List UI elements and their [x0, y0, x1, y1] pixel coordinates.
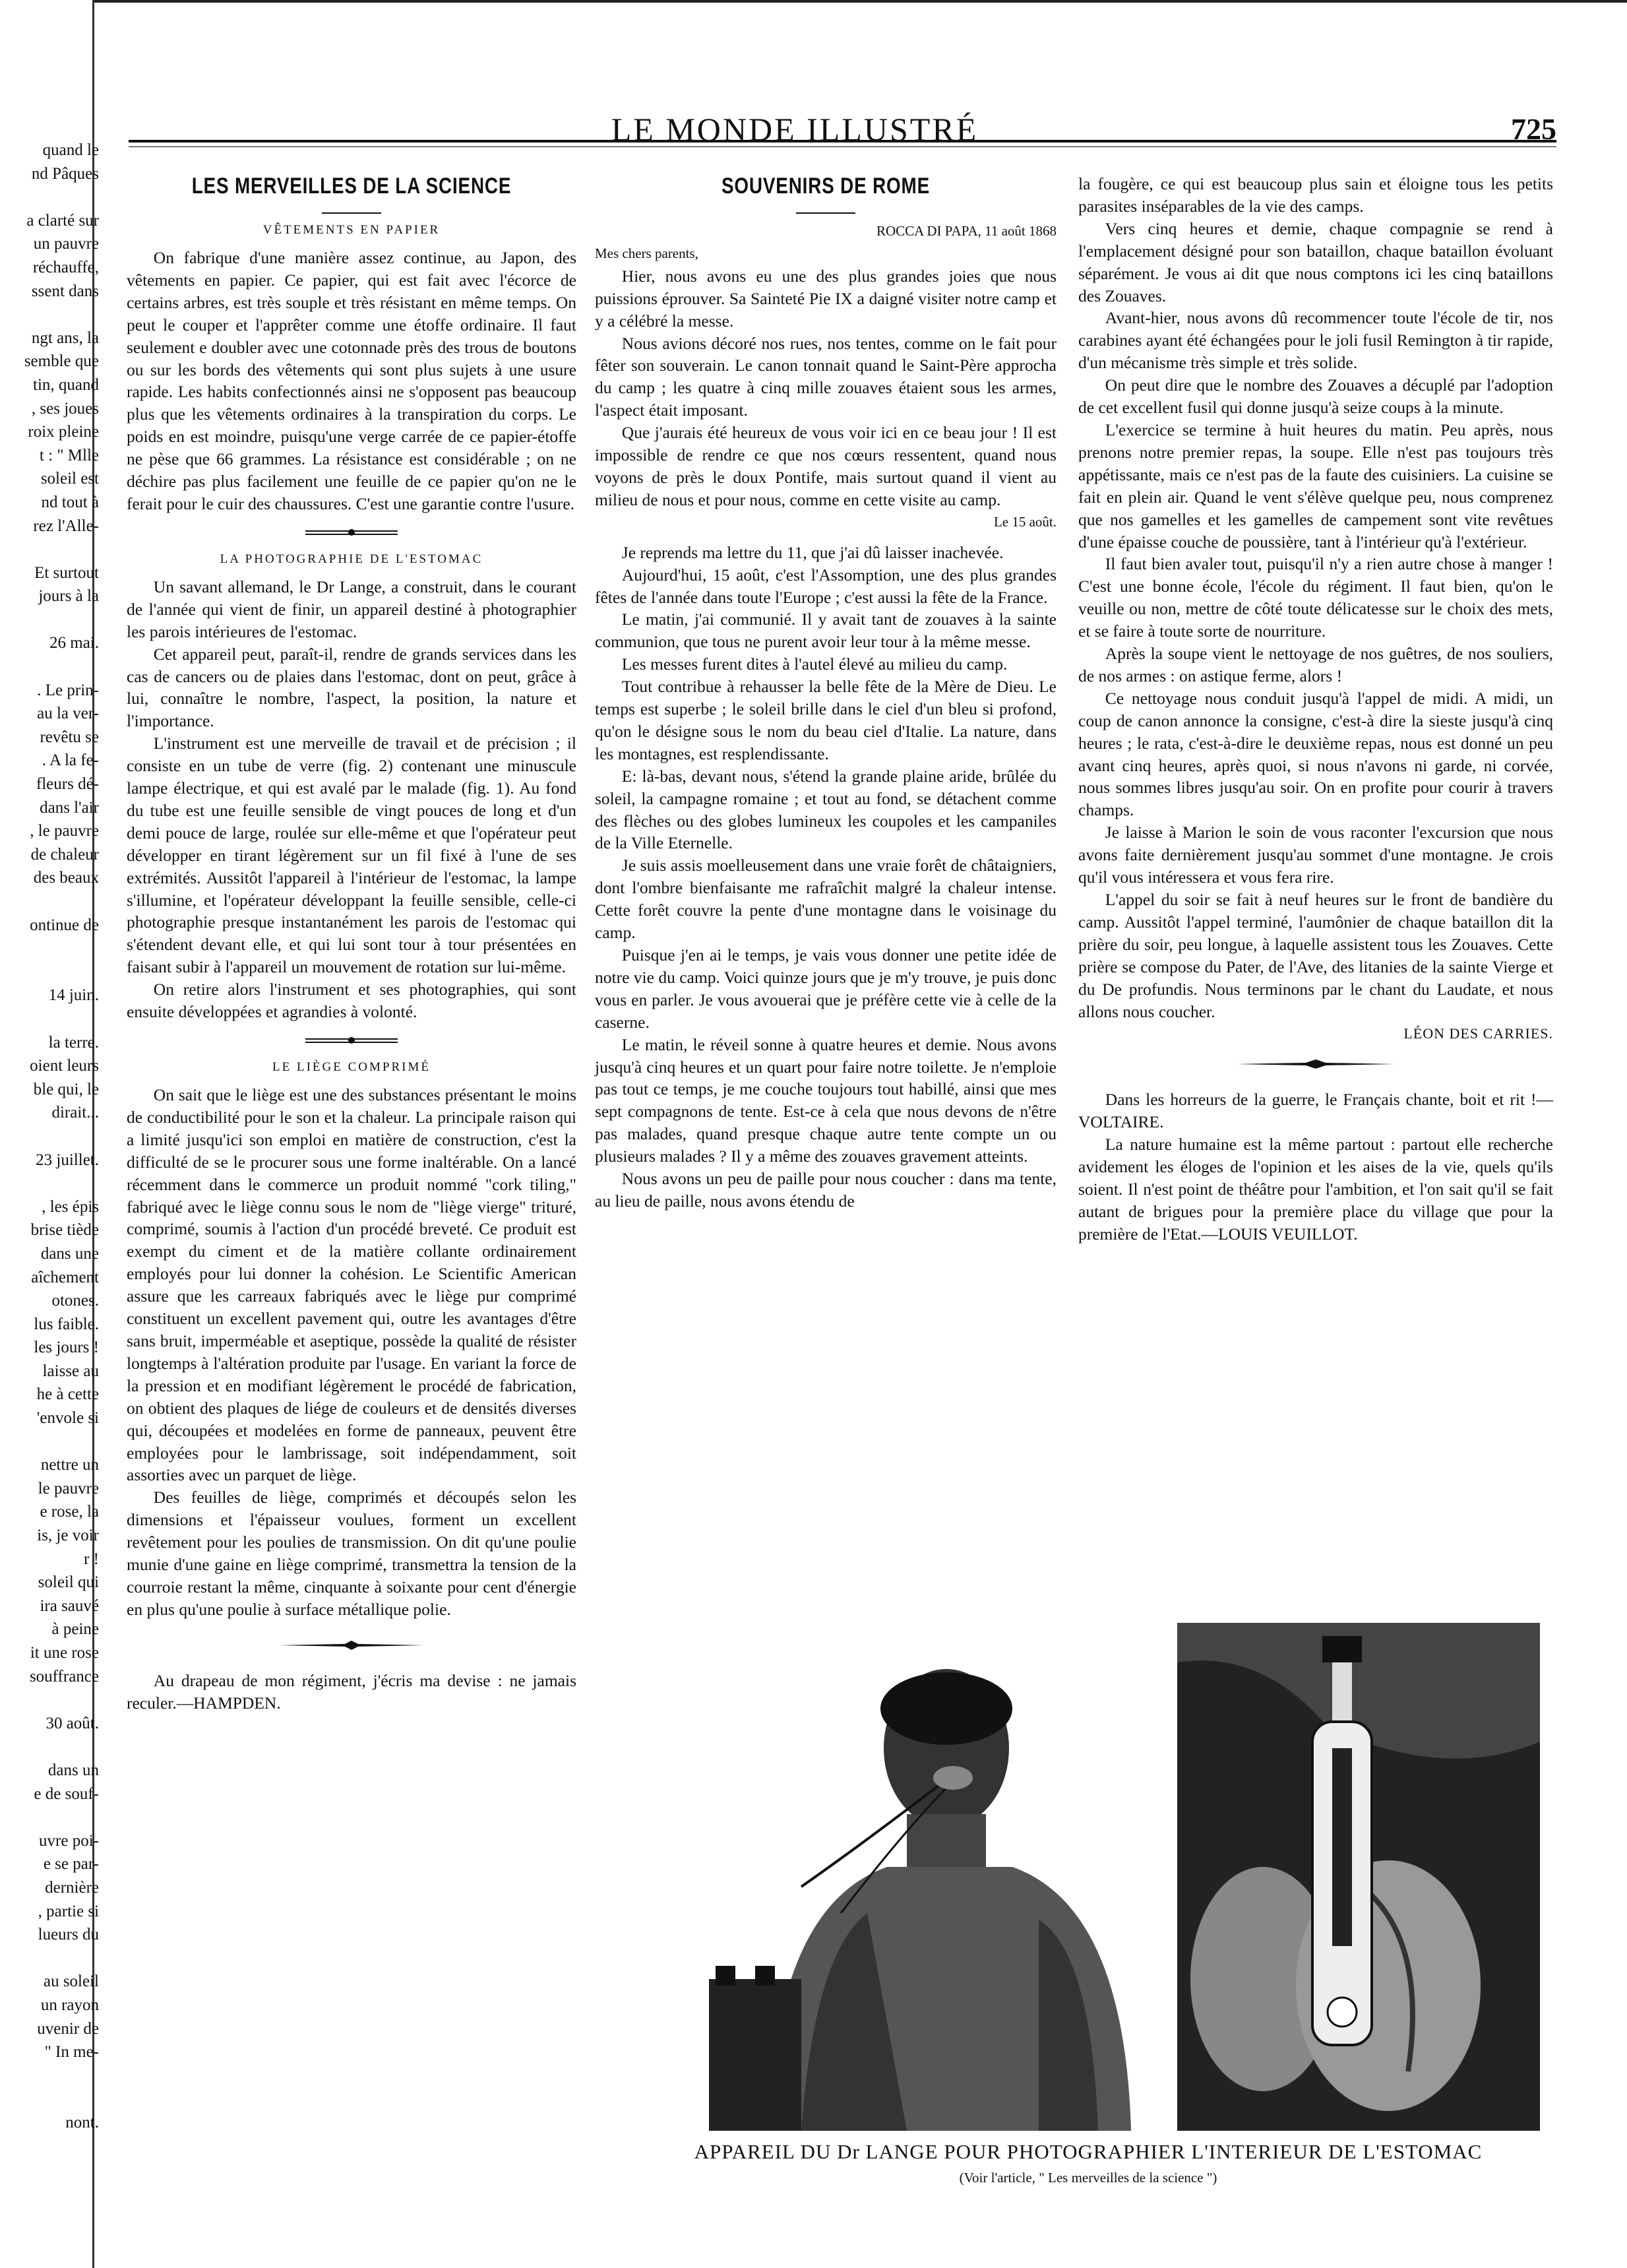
left-strip-line: ira sauvé [40, 1596, 99, 1615]
left-strip-line: dirait... [51, 1104, 99, 1122]
left-strip-line: roix pleine [28, 423, 99, 441]
left-strip-line [0, 1172, 99, 1195]
paragraph: Je laisse à Marion le soin de vous raconter l'excursion que nous avons faite dernièrement jusqu'au sommet d'une montagne. Je crois qu'il vous intéressera et vous fera rire. [1078, 823, 1553, 887]
left-strip-line [0, 1735, 99, 1759]
left-strip-line: lus faible. [34, 1315, 99, 1333]
left-strip-line: 'envole si [36, 1409, 99, 1428]
left-strip-line: dans un [47, 1761, 99, 1779]
left-strip-line: nettre un [40, 1456, 99, 1474]
left-strip-line: réchauffe, [32, 258, 99, 276]
illustration [669, 1610, 1540, 2131]
left-strip-line: ontinue de [30, 916, 99, 934]
left-strip-line [0, 1947, 99, 1970]
paragraph: Avant-hier, nous avons dû recommencer toute l'école de tir, nos carabines ayant été échangées pour le joli fusil Remington à tir rapide, d'un mécanisme très simple et très solide. [1078, 308, 1553, 373]
left-strip-line [0, 655, 99, 679]
left-strip-line: à peine [51, 1620, 99, 1639]
left-strip-line: au soleil [43, 1972, 99, 1991]
left-strip-line: it une rose [30, 1644, 99, 1662]
left-strip-line: dans l'air [40, 798, 99, 817]
section-title-souvenirs: SOUVENIRS DE ROME [721, 173, 931, 199]
paragraph: Les messes furent dites à l'autel élevé au milieu du camp. [621, 654, 1008, 674]
left-strip-line [0, 890, 99, 914]
paragraph: L'instrument est une merveille de travail et de précision ; il consiste en un tube de verre (fig. 2) contenant une minuscule lampe électrique, et qui est avalé par le malade (fig. 1). Au fond du tube est une feuille sensible de vingt pouces de long et d'un demi pouce de large, roulée sur elle-même et que l'opérateur peut développer en tirant légèrement sur un fil fixé à l'une de ses extrémités. Aussitôt l'appareil à l'intérieur de l'estomac, la lampe s'illumine, et l'opérateur développant la feuille sensible, celle-ci photographie presque instantanément les parois de l'estomac qui s'étendent devant elle, et qui lui sont tour à tour présentées en faisant subir à l'appareil un mouvement de rotation sur lui-même. [127, 734, 576, 977]
left-strip-line: rez l'Alle- [33, 517, 99, 535]
left-strip-line: e rose, la [40, 1503, 99, 1521]
left-strip-line: he à cette [36, 1385, 99, 1404]
left-strip-line: uvre poi- [39, 1831, 99, 1850]
figure-caption: APPAREIL DU Dr LANGE POUR PHOTOGRAPHIER L'INTERIEUR DE L'ESTOMAC [694, 2140, 1483, 2163]
paragraph: Il faut bien avaler tout, puisqu'il n'y a rien autre chose à manger ! C'est une bonne école, l'école du régiment. Il faut bien, qu'on le veuille ou non, mettre de côté toute délicatesse sur le choix des mets, et se faire à toute sorte de nourriture. [1078, 554, 1553, 641]
left-strip-line [0, 608, 99, 632]
left-strip-line: , les épis [42, 1197, 99, 1216]
left-strip-line: de chaleur [30, 845, 99, 864]
paragraph: L'appel du soir se fait à neuf heures sur le front de bandière du camp. Aussitôt l'appel terminé, l'aumônier de chaque bataillon dit la prière du soir, peu longue, à laquelle assistent tous les Zouaves. Cette prière se compose du Pater, de l'Ave, des litanies de la sainte Vierge et du De profundis. Nous terminons par le chant du Laudate, et nous allons nous coucher. [1078, 890, 1553, 1021]
paragraph: On sait que le liège est une des substances présentant le moins de conductibilité pour le son et la chaleur. La principale raison qui a limité jusqu'ici son emploi en matière de construction, c'est la difficulté de se le procurer sous une forme inaltérable. On a lancé récemment dans le commerce un produit nommé "cork tiling," fabriqué avec le liège connu sous le nom de "liège vierge" trituré, comprimé, soumis à l'action d'un procédé breveté. Ce produit est exempt du ciment et de la matière collante ordinairement employés pour lui donner la cohésion. Le Scientific American assure que les carreaux fabriqués avec le liège pur comprimé constituent un excellent pavement qui, outre les avantages d'être sans bruit, imperméable et aseptique, possède la qualité de résister longtemps à l'altération produite par l'usage. En variant la force de la pression et en modifiant légèrement le procédé de fabrication, on obtient des plaques de liége de couleurs et de densités diverses qui, découpées et modelées en forme de panneaux, peuvent être employées pour le lambrissage, soit indépendamment, soit assorties avec un parquet de liège. [127, 1085, 576, 1485]
left-strip-line: quand le [42, 141, 99, 159]
salutation: Mes chers parents, [595, 245, 698, 261]
top-border [92, 0, 1627, 3]
left-strip-line: tin, quand [33, 375, 99, 394]
page-header-title: LE MONDE ILLUSTRÉ [611, 111, 979, 148]
left-strip-line: au la ver- [37, 705, 99, 723]
left-strip-line [0, 303, 99, 327]
ornament-divider [1237, 1059, 1395, 1069]
quote-voltaire: Dans les horreurs de la guerre, le Français chante, boit et rit !—VOLTAIRE. [1078, 1090, 1553, 1132]
column-3 [1078, 173, 1553, 1245]
ornament-divider [299, 1035, 404, 1046]
left-strip-line: a clarté sur [26, 211, 99, 230]
page-number: 725 [1511, 112, 1556, 146]
left-strip-line: 26 mai. [49, 634, 99, 652]
paragraph: Aujourd'hui, 15 août, c'est l'Assomption, une des plus grandes fêtes de l'année dans toute l'Europe ; c'est aussi la fête de la France. [595, 565, 1057, 607]
paragraph: Un savant allemand, le Dr Lange, a construit, dans le courant de l'année qui vient de finir, un appareil destiné à photographier les parois intérieures de l'estomac. [127, 577, 576, 641]
heading-vetements: VÊTEMENTS EN PAPIER [262, 223, 441, 237]
man-figure [768, 1669, 1131, 2131]
left-strip-line [0, 1430, 99, 1454]
left-strip-line: nd tout à [41, 493, 99, 511]
paragraph: E: là-bas, devant nous, s'étend la grande plaine aride, brûlée du soleil, la campagne romaine ; et tout au fond, se détachent comme des flèches ou des globes lumineux les coupoles et les campaniles de la Ville Eternelle. [595, 766, 1057, 853]
left-strip-line: souffrance [29, 1667, 99, 1685]
left-strip-line: oient leurs [30, 1057, 99, 1075]
left-strip-line: 23 juillet. [36, 1150, 99, 1169]
left-strip-line: is, je voir [37, 1527, 99, 1545]
paragraph: Des feuilles de liège, comprimés et découpés selon les dimensions et l'épaisseur voulues, forment un excellent revêtement pour les poulies de transmission. On dit qu'une poulie munie d'une gaine en liège comprimé, transmettra la tension de la courroie restant la même, cinquante à soixante pour cent d'énergie en plus qu'une poulie à surface métallique polie. [127, 1488, 576, 1619]
heading-photographie: LA PHOTOGRAPHIE DE L'ESTOMAC [220, 551, 483, 566]
left-strip-line: des beaux [33, 869, 99, 887]
left-strip-line: , partie si [38, 1902, 99, 1920]
paragraph: Le matin, j'ai communié. Il y avait tant de zouaves à la sainte communion, que tous ne purent avoir leur tour à la même messe. [595, 610, 1057, 652]
left-strip-line [0, 961, 99, 984]
left-strip-line: fleurs dé- [36, 775, 99, 794]
left-strip-line: Et surtout [34, 563, 99, 582]
left-strip-line: semble que [24, 352, 99, 371]
paragraph: Tout contribue à rehausser la belle fête de la Mère de Dieu. Le temps est superbe ; le soleil brille dans le ciel d'un bleu si profond, qu'on le désigne sous le nom du beau ciel d'Italie. La nature, dans les montagnes, est resplendissante. [595, 677, 1057, 763]
ornament-divider [299, 527, 404, 538]
left-strip-line: . A la fe- [42, 751, 99, 770]
date-15-aout: Le 15 août. [993, 513, 1057, 530]
left-strip-column [0, 139, 99, 2134]
paragraph: Vers cinq heures et demie, chaque compagnie se rend à l'emplacement désigné pour son bataillon, chaque bataillon évoluant séparément. Je vous ai dit que nous comptons ici les cinq bataillons des Zouaves. [1078, 218, 1553, 305]
left-strip-line: jours à la [38, 587, 99, 606]
paragraph: Hier, nous avons eu une des plus grandes joies que nous puissions éprouver. Sa Sainteté Pie IX a daigné visiter notre camp et y a célébré la messe. [595, 266, 1057, 331]
paragraph: Nous avions décoré nos rues, nos tentes, comme on le fait pour fêter son souverain. Le canon tonnait quand le Saint-Père approcha du camp ; les quatre à cinq mille zouaves étaient sous les armes, l'aspect était imposant. [595, 333, 1057, 420]
left-strip-line: laisse au [42, 1362, 99, 1380]
paragraph: On peut dire que le nombre des Zouaves a décuplé par l'adoption de cet excellent fusil qui donne jusqu'à seize coups à la minute. [1078, 375, 1553, 418]
left-strip-line: e de souf- [34, 1784, 99, 1803]
paragraph: la fougère, ce qui est beaucoup plus sain et éloigne tous les petits parasites inséparables de la vie des camps. [1078, 174, 1553, 216]
battery-box [709, 1966, 801, 2131]
left-strip-line: lueurs du [38, 1926, 99, 1944]
paragraph: Je suis assis moelleusement dans une vraie forêt de châtaigniers, dont l'ombre bienfaisante me rafraîchit malgré la chaleur intense. Cette forêt couvre la pente d'une montagne dans le voisinage du camp. [595, 856, 1057, 943]
paragraph: Le matin, le réveil sonne à quatre heures et demie. Nous avons jusqu'à cinq heures et un quart pour faire notre toilette. Je n'emploie pas tout ce temps, je me couche toujours tout habillé, ainsi que mes sept compagnons de tente. Est-ce à cela que nous devons de n'être pas malades, quand presque chaque autre tente compte un ou plusieurs malades ? Il y a même des zouaves gravement atteints. [595, 1034, 1057, 1166]
left-strip-line: un rayon [40, 1996, 99, 2014]
paragraph: Après la soupe vient le nettoyage de nos guêtres, de nos souliers, de nos armes : on astique ferme, alors ! [1078, 644, 1553, 685]
left-strip-line: dans une [40, 1244, 99, 1263]
left-strip-line: uvenir de [37, 2019, 99, 2038]
column-2 [595, 173, 1057, 1213]
column-1 [127, 173, 576, 1715]
left-strip-line: revêtu se [40, 728, 99, 746]
left-strip-line: la terre. [48, 1033, 99, 1052]
left-strip-line [0, 1007, 99, 1031]
left-strip-line: otones. [51, 1292, 99, 1310]
paragraph: Cet appareil peut, paraît-il, rendre de grands services dans les cas de cancers ou de plaies dans l'estomac, dont on peut, grâce à lui, connaître le nombre, l'aspect, la position, la nature et l'importance. [127, 644, 576, 731]
stomach-panel [1177, 1623, 1540, 2131]
left-strip-line: r ! [84, 1550, 99, 1568]
paragraph: Que j'aurais été heureux de vous voir ici en ce beau jour ! Il est impossible de rendre ce que nos cœurs ressentent, quand nous voyons de près le doux Pontife, mais surtout quand il vient au milieu de nous et pour nous, comme en cette visite au camp. [595, 423, 1057, 509]
left-strip-line: 14 juin. [48, 986, 99, 1005]
left-strip-line: ble qui, le [33, 1080, 99, 1098]
paragraph: L'exercice se termine à huit heures du matin. Peu après, nous prenons notre premier repas, la soupe. Elle n'est pas toujours très appétissante, mais ce n'est pas de la faute des cuisiniers. La cuisine se fait en plein air. Quand le vent s'élève quelque peu, nous comprenez que nos gamelles et les gamelles de campement sont vite revêtues d'une épaisse couche de poussière, tant à l'intérieur qu'à l'extérieur. [1078, 420, 1553, 551]
header-rule [129, 140, 1556, 147]
left-strip-line [0, 1688, 99, 1712]
left-strip-line: ngt ans, la [31, 329, 99, 347]
left-strip-line: nd Pâques [31, 164, 99, 183]
left-strip-line: , ses joues [31, 399, 99, 418]
left-strip-line [0, 185, 99, 209]
title-rule [322, 212, 381, 214]
dateline: ROCCA DI PAPA, 11 août 1868 [876, 223, 1057, 239]
left-strip-line: soleil est [40, 470, 99, 488]
paragraph: Je reprends ma lettre du 11, que j'ai dû laisser inachevée. [621, 542, 1004, 562]
left-strip-line: soleil qui [38, 1573, 99, 1592]
paragraph: Ce nettoyage nous conduit jusqu'à l'appel de midi. A midi, un coup de canon annonce la consigne, c'est-à dire la sieste jusqu'à cinq heures ; le rata, c'est-à-dire le deuxième repas, nous est donné un peu avant cinq heures, après quoi, si nous n'avons ni garde, ni corvée, nous sommes libres jusqu'au soir. On en profite pour courir à travers champs. [1078, 688, 1553, 820]
figure-subcaption: (Voir l'article, " Les merveilles de la science ") [959, 2170, 1217, 2186]
left-strip-line [0, 2087, 99, 2111]
quote-veuillot: La nature humaine est la même partout : partout elle recherche avidement les éloges de l'opinion et les aises de la vie, quels qu'ils soient. Il n'est point de théâtre pour l'ambition, et l'on sait qu'il se fait autant de brigues pour la première place du village que pour la première de l'Etat.—LOUIS VEUILLOT. [1078, 1135, 1553, 1244]
paragraph: On retire alors l'instrument et ses photographies, qui sont ensuite développées et agrandies à volonté. [127, 980, 576, 1022]
left-strip-line: . Le prin- [37, 681, 99, 699]
left-strip-line [0, 1125, 99, 1149]
left-strip-line: nont. [65, 2113, 99, 2131]
left-strip-line [0, 2064, 99, 2088]
left-strip-line: ssent dans [31, 282, 99, 300]
left-strip-line [0, 1806, 99, 1829]
left-strip-line: e se par- [43, 1855, 99, 1874]
quote-hampden: Au drapeau de mon régiment, j'écris ma devise : ne jamais reculer.—HAMPDEN. [127, 1670, 576, 1713]
signature: LÉON DES CARRIES. [1403, 1025, 1553, 1042]
paragraph: Puisque j'en ai le temps, je vais vous donner une petite idée de notre vie du camp. Voici quinze jours que je m'y trouve, je puis donc vous en parler. Je vous avouerai que je préfère cette vie à celle de la caserne. [595, 945, 1057, 1032]
left-strip-line: t : " Mlle [39, 446, 99, 464]
section-title-merveilles: LES MERVEILLES DE LA SCIENCE [191, 173, 512, 199]
title-rule [796, 212, 855, 214]
left-strip-line: le pauvre [38, 1479, 99, 1497]
left-strip-line [0, 538, 99, 561]
left-strip-line: " In me- [44, 2043, 99, 2062]
paragraph: On fabrique d'une manière assez continue, au Japon, des vêtements en papier. Ce papier, qui est fait avec l'écorce de certains arbres, est très souple et très résistant en même temps. On peut le couper et l'apprêter comme une étoffe ordinaire. Il faut seulement e doubler avec une cotonnade près des trous de boutons ou sur les bords des vêtements qui sont plus sujets à une usure rapide. Les habits confectionnés ainsi ne s'opposent pas beaucoup plus que les vêtements ordinaires à la transpiration du corps. Le poids en est moindre, puisqu'une verge carrée de ce papier-étoffe ne pèse que 66 grammes. La résistance est considérable ; on ne déchire pas plus facilement une feuille de ce papier qu'on ne le ferait pour le cuir des chaussures. C'est une garantie contre l'usure. [127, 248, 576, 513]
ornament-divider [279, 1641, 424, 1650]
left-strip-line: un pauvre [33, 235, 99, 253]
left-strip-line: , le pauvre [30, 822, 99, 840]
left-strip-line: brise tiède [30, 1221, 99, 1240]
left-strip-line: 30 août. [46, 1714, 99, 1732]
paragraph: Nous avons un peu de paille pour nous coucher : dans ma tente, au lieu de paille, nous avons étendu de [595, 1169, 1057, 1211]
left-strip-line: dernière [45, 1878, 99, 1897]
heading-liege: LE LIÈGE COMPRIMÉ [272, 1060, 431, 1074]
left-strip-line [0, 937, 99, 961]
illustration-man-with-camera-tube [669, 1610, 1540, 2131]
left-strip-line: les jours ! [34, 1339, 99, 1357]
left-strip-line: aîchement [31, 1268, 99, 1286]
